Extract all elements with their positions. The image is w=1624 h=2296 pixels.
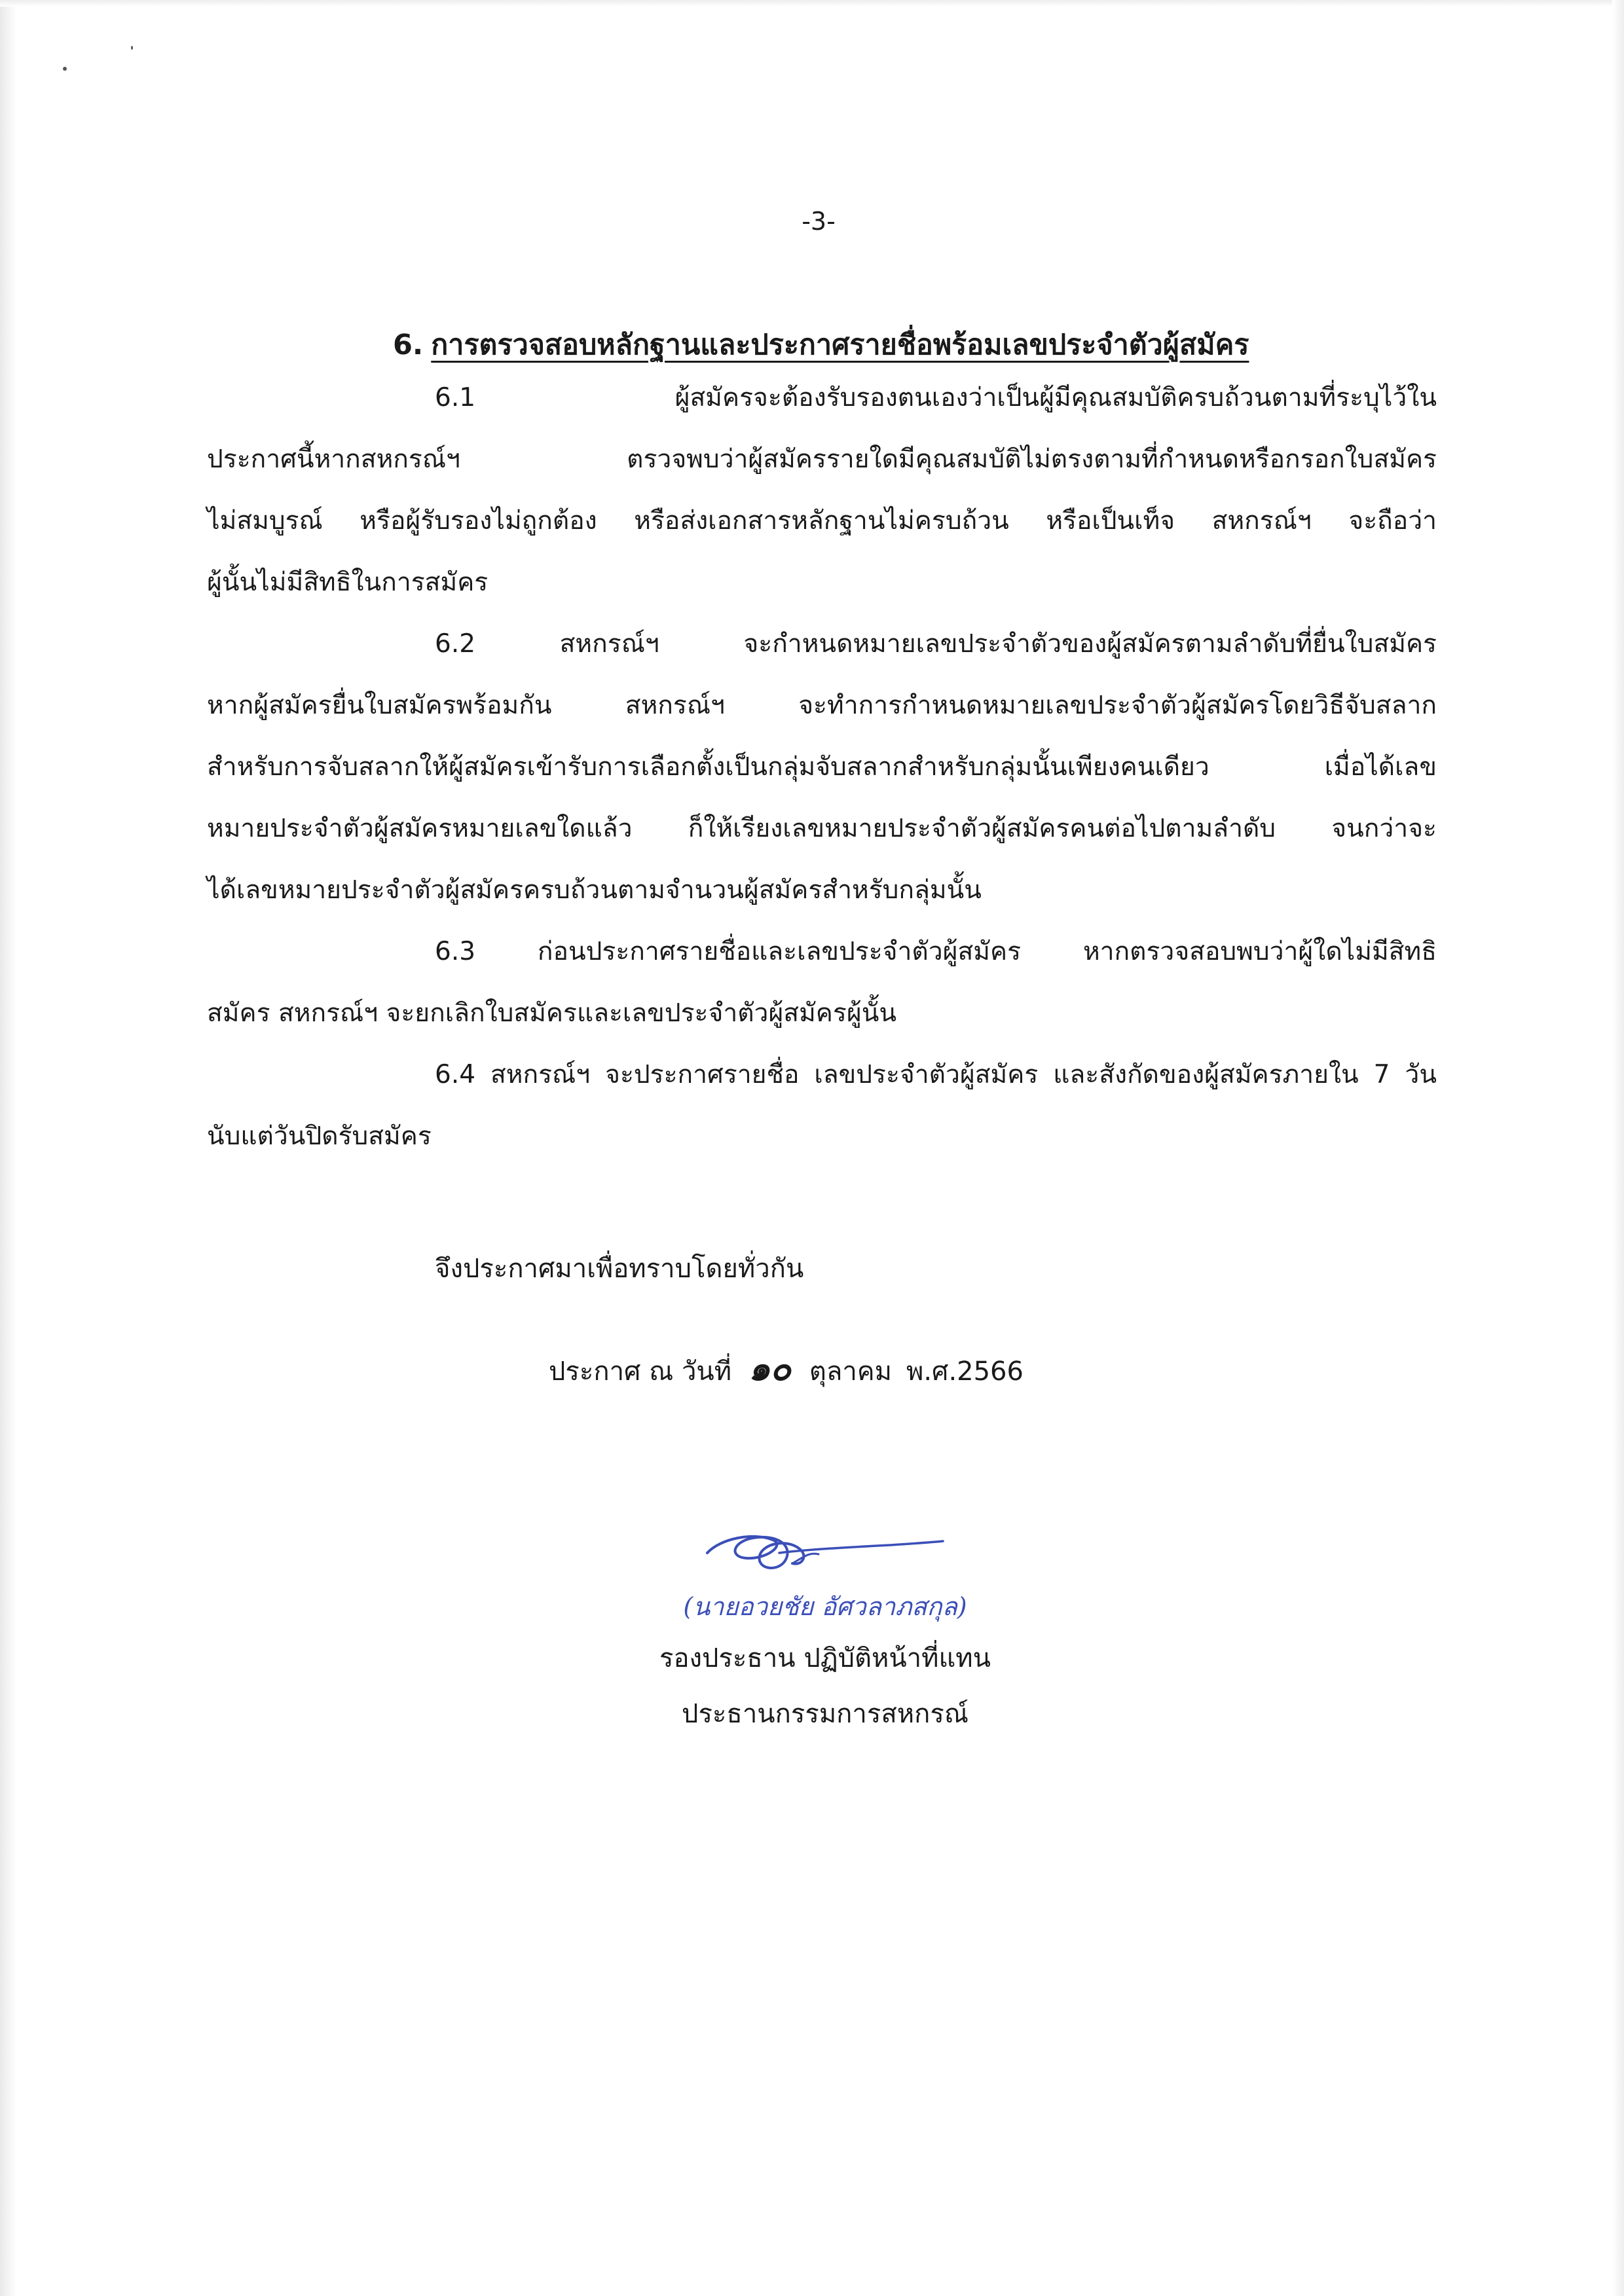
paragraph-line: 6.4 สหกรณ์ฯ จะประกาศรายชื่อ เลขประจำตัวผู้สมัคร และสังกัดของผู้สมัครภายใน 7 วัน	[435, 1060, 1437, 1089]
paragraph-line: ไม่สมบูรณ์ หรือผู้รับรองไม่ถูกต้อง หรือส่งเอกสารหลักฐานไม่ครบถ้วน หรือเป็นเท็จ สหกรณ์ฯ จะถือว่า	[207, 506, 1437, 536]
scan-edge-left	[0, 0, 17, 2296]
section-number: 6.	[393, 329, 424, 361]
paragraph-line: หมายประจำตัวผู้สมัครหมายเลขใดแล้ว ก็ให้เรียงเลขหมายประจำตัวผู้สมัครคนต่อไปตามลำดับ จนกว่าจะ	[207, 814, 1437, 843]
section-heading	[393, 322, 1323, 367]
paragraph-line: 6.1 ผู้สมัครจะต้องรับรองตนเองว่าเป็นผู้มีคุณสมบัติครบถ้วนตามที่ระบุไว้ใน	[435, 383, 1437, 412]
paragraph-line: สมัคร สหกรณ์ฯ จะยกเลิกใบสมัครและเลขประจำตัวผู้สมัครผู้นั้น	[207, 998, 897, 1028]
signatory-name: (นายอวยชัย อัศวลาภสกุล)	[683, 1592, 967, 1621]
announcement-date	[549, 1341, 1024, 1395]
scan-speck	[131, 46, 133, 50]
paragraph-line: ผู้นั้นไม่มีสิทธิในการสมัคร	[207, 568, 489, 597]
date-prefix: ประกาศ ณ วันที่	[549, 1357, 732, 1387]
paragraph-line: สำหรับการจับสลากให้ผู้สมัครเข้ารับการเลือกตั้งเป็นกลุ่มจับสลากสำหรับกลุ่มนั้นเพียงคนเดียว เมื่อได้เลข	[207, 752, 1437, 782]
date-year: พ.ศ.2566	[906, 1357, 1024, 1387]
paragraph-line: 6.3 ก่อนประกาศรายชื่อและเลขประจำตัวผู้สมัคร หากตรวจสอบพบว่าผู้ใดไม่มีสิทธิ	[435, 937, 1437, 966]
signatory-title: ประธานกรรมการสหกรณ์	[682, 1699, 969, 1729]
date-day-handwritten: ๑๐	[748, 1349, 791, 1389]
closing-statement: จึงประกาศมาเพื่อทราบโดยทั่วกัน	[435, 1254, 804, 1284]
paragraph-line: 6.2 สหกรณ์ฯ จะกำหนดหมายเลขประจำตัวของผู้สมัครตามลำดับที่ยื่นใบสมัคร	[435, 629, 1437, 659]
scan-speck	[63, 67, 67, 71]
scan-edge-right	[1612, 0, 1624, 2296]
scan-edge-top	[0, 0, 1624, 7]
paragraph-line: นับแต่วันปิดรับสมัคร	[207, 1121, 432, 1151]
page-number: -3-	[802, 207, 836, 236]
paragraph-line: ได้เลขหมายประจำตัวผู้สมัครครบถ้วนตามจำนวนผู้สมัครสำหรับกลุ่มนั้น	[207, 875, 982, 905]
signatory-title: รองประธาน ปฏิบัติหน้าที่แทน	[659, 1643, 991, 1673]
date-month: ตุลาคม	[809, 1357, 892, 1387]
paragraph-line: ประกาศนี้หากสหกรณ์ฯ ตรวจพบว่าผู้สมัครรายใดมีคุณสมบัติไม่ตรงตามที่กำหนดหรือกรอกใบสมัคร	[207, 445, 1437, 474]
section-title: การตรวจสอบหลักฐานและประกาศรายชื่อพร้อมเลขประจำตัวผู้สมัคร	[431, 329, 1249, 361]
signature-icon	[694, 1512, 956, 1584]
paragraph-line: หากผู้สมัครยื่นใบสมัครพร้อมกัน สหกรณ์ฯ จะทำการกำหนดหมายเลขประจำตัวผู้สมัครโดยวิธีจับสลาก	[207, 691, 1437, 720]
